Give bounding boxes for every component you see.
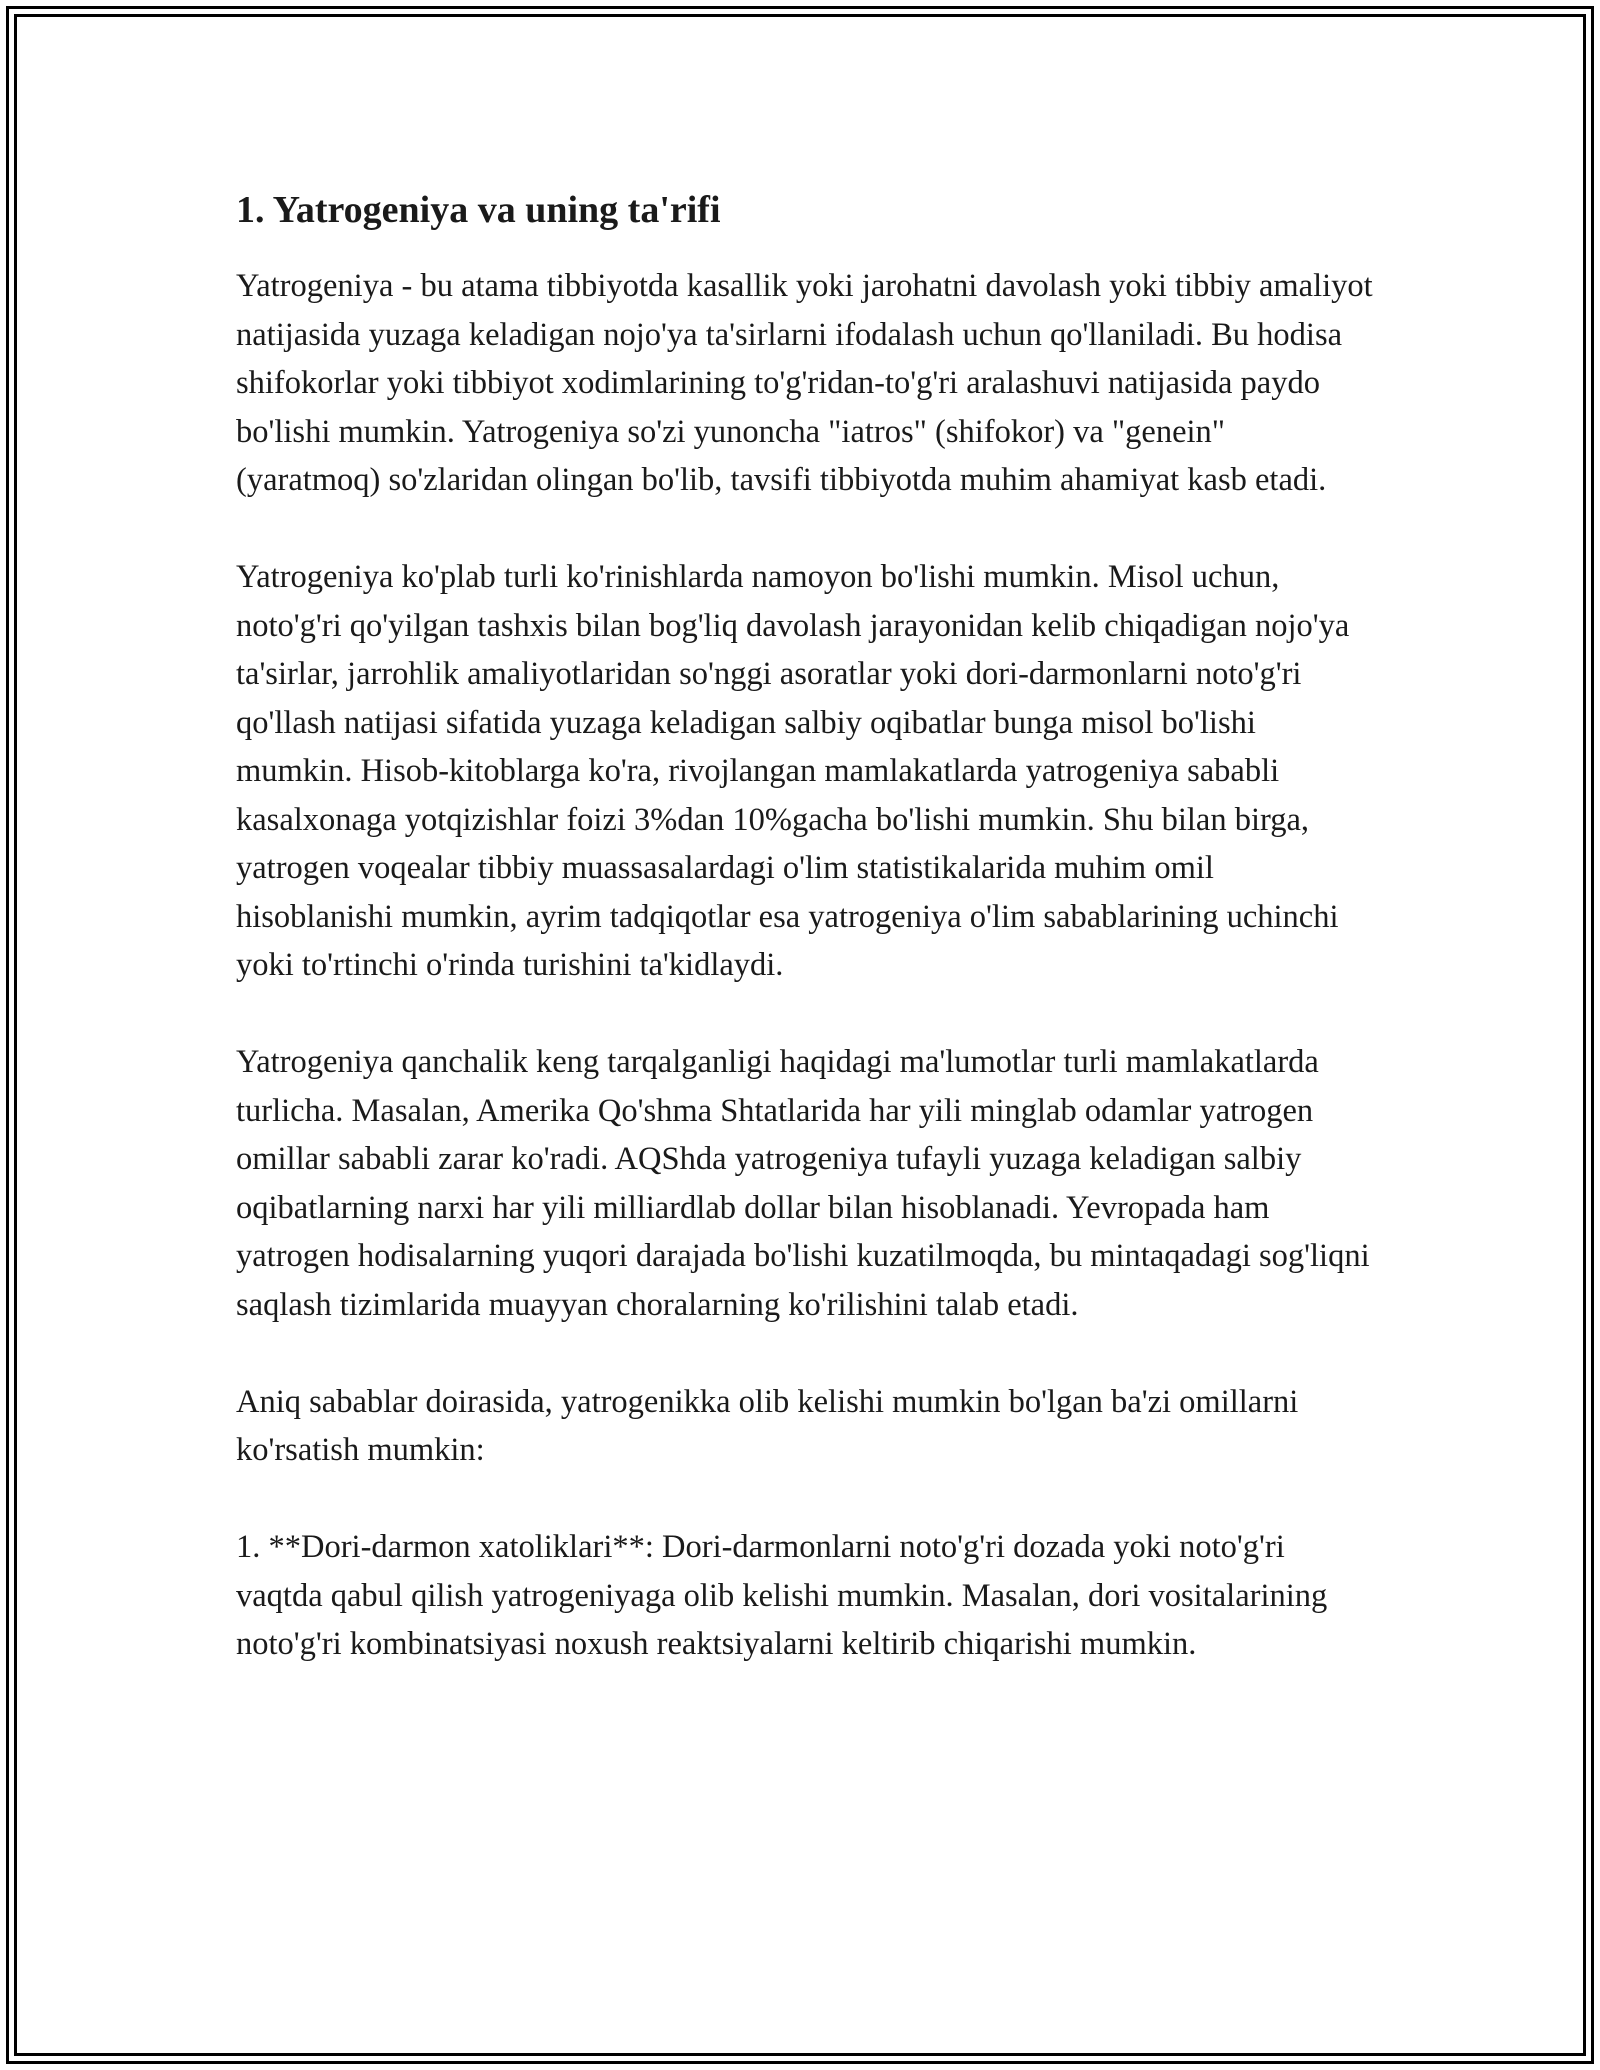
- paragraph-prevalence: Yatrogeniya qanchalik keng tarqalganligi haqidagi ma'lumotlar turli mamlakatlarda turlicha. Masalan, Amerika Qo'shma Shtatlarida har yili minglab odamlar yatrogen omillar sababli zarar ko'radi. AQShda yatrogeniya tufayli yuzaga keladigan salbiy oqibatlarning narxi har yili milliardlab dollar bilan hisoblanadi. Yevropada ham yatrogen hodisalarning yuqori darajada bo'lishi kuzatilmoqda, bu mintaqadagi sog'liqni saqlash tizimlarida muayyan choralarning ko'rilishini talab etadi.: [236, 1044, 1370, 1323]
- paragraph-causes-intro: Aniq sabablar doirasida, yatrogenikka olib kelishi mumkin bo'lgan ba'zi omillarni ko'rsatish mumkin:: [236, 1383, 1299, 1468]
- document-body: [236, 186, 1376, 1669]
- list-item-medication-errors: 1. **Dori-darmon xatoliklari**: Dori-darmonlarni noto'g'ri dozada yoki noto'g'ri vaqtda qabul qilish yatrogeniyaga olib kelishi mumkin. Masalan, dori vositalarining noto'g'ri kombinatsiyasi noxush reaktsiyalarni keltirib chiqarishi mumkin.: [236, 1529, 1328, 1662]
- paragraph-manifestations: Yatrogeniya ko'plab turli ko'rinishlarda namoyon bo'lishi mumkin. Misol uchun, noto'g'ri qo'yilgan tashxis bilan bog'liq davolash jarayonidan kelib chiqadigan nojo'ya ta'sirlar, jarrohlik amaliyotlaridan so'nggi asoratlar yoki dori-darmonlarni noto'g'ri qo'llash natijasi sifatida yuzaga keladigan salbiy oqibatlar bunga misol bo'lishi mumkin. Hisob-kitoblarga ko'ra, rivojlangan mamlakatlarda yatrogeniya sababli kasalxonaga yotqizishlar foizi 3%dan 10%gacha bo'lishi mumkin. Shu bilan birga, yatrogen voqealar tibbiy muassasalardagi o'lim statistikalarida muhim omil hisoblanishi mumkin, ayrim tadqiqotlar esa yatrogeniya o'lim sabablarining uchinchi yoki to'rtinchi o'rinda turishini ta'kidlaydi.: [236, 559, 1350, 983]
- paragraph-definition: Yatrogeniya - bu atama tibbiyotda kasallik yoki jarohatni davolash yoki tibbiy amaliyot natijasida yuzaga keladigan nojo'ya ta'sirlarni ifodalash uchun qo'llaniladi. Bu hodisa shifokorlar yoki tibbiyot xodimlarining to'g'ridan-to'g'ri aralashuvi natijasida paydo bo'lishi mumkin. Yatrogeniya so'zi yunoncha "iatros" (shifokor) va "genein" (yaratmoq) so'zlaridan olingan bo'lib, tavsifi tibbiyotda muhim ahamiyat kasb etadi.: [236, 268, 1373, 498]
- section-heading: 1. Yatrogeniya va uning ta'rifi: [236, 189, 721, 231]
